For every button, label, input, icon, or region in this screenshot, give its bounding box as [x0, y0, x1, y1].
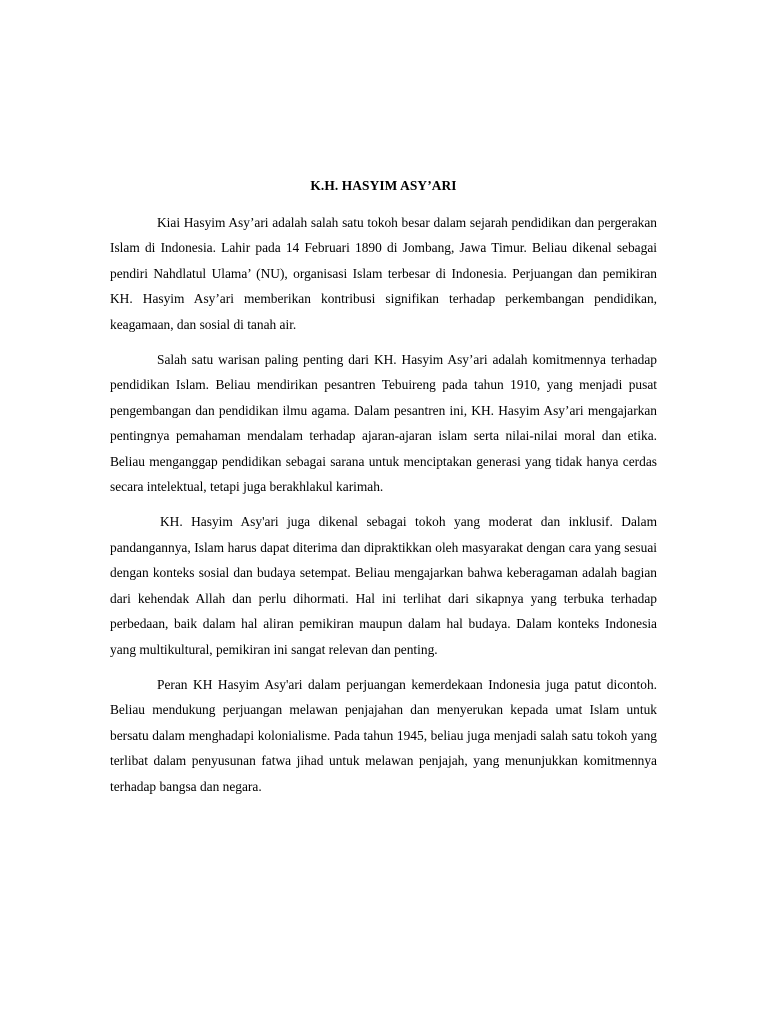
document-body	[110, 176, 657, 799]
paragraph-moderation: KH. Hasyim Asy'ari juga dikenal sebagai tokoh yang moderat dan inklusif. Dalam pandangannya, Islam harus dapat diterima dan dipraktikkan oleh masyarakat dengan cara yang sesuai dengan konteks sosial dan budaya setempat. Beliau mengajarkan bahwa keberagaman adalah bagian dari kehendak Allah dan perlu dihormati. Hal ini terlihat dari sikapnya yang terbuka terhadap perbedaan, baik dalam hal aliran pemikiran maupun dalam hal budaya. Dalam konteks Indonesia yang multikultural, pemikiran ini sangat relevan dan penting.	[110, 514, 657, 657]
paragraph-independence: Peran KH Hasyim Asy'ari dalam perjuangan kemerdekaan Indonesia juga patut dicontoh. Beliau mendukung perjuangan melawan penjajahan dan menyerukan kepada umat Islam untuk bersatu dalam menghadapi kolonialisme. Pada tahun 1945, beliau juga menjadi salah satu tokoh yang terlibat dalam penyusunan fatwa jihad untuk melawan penjajah, yang menunjukkan komitmennya terhadap bangsa dan negara.	[110, 676, 657, 794]
document-title: K.H. HASYIM ASY’ARI	[310, 178, 457, 193]
paragraph-education: Salah satu warisan paling penting dari KH. Hasyim Asy’ari adalah komitmennya terhadap pendidikan Islam. Beliau mendirikan pesantren Tebuireng pada tahun 1910, yang menjadi pusat pengembangan dan pendidikan ilmu agama. Dalam pesantren ini, KH. Hasyim Asy’ari mengajarkan pentingnya pemahaman mendalam terhadap ajaran-ajaran islam serta nilai-nilai moral dan etika. Beliau menganggap pendidikan sebagai sarana untuk menciptakan generasi yang tidak hanya cerdas secara intelektual, tetapi juga berakhlakul karimah.	[110, 352, 657, 495]
paragraph-intro: Kiai Hasyim Asy’ari adalah salah satu tokoh besar dalam sejarah pendidikan dan pergerakan Islam di Indonesia. Lahir pada 14 Februari 1890 di Jombang, Jawa Timur. Beliau dikenal sebagai pendiri Nahdlatul Ulama’ (NU), organisasi Islam terbesar di Indonesia. Perjuangan dan pemikiran KH. Hasyim Asy’ari memberikan kontribusi signifikan terhadap perkembangan pendidikan, keagamaan, dan sosial di tanah air.	[110, 215, 657, 332]
